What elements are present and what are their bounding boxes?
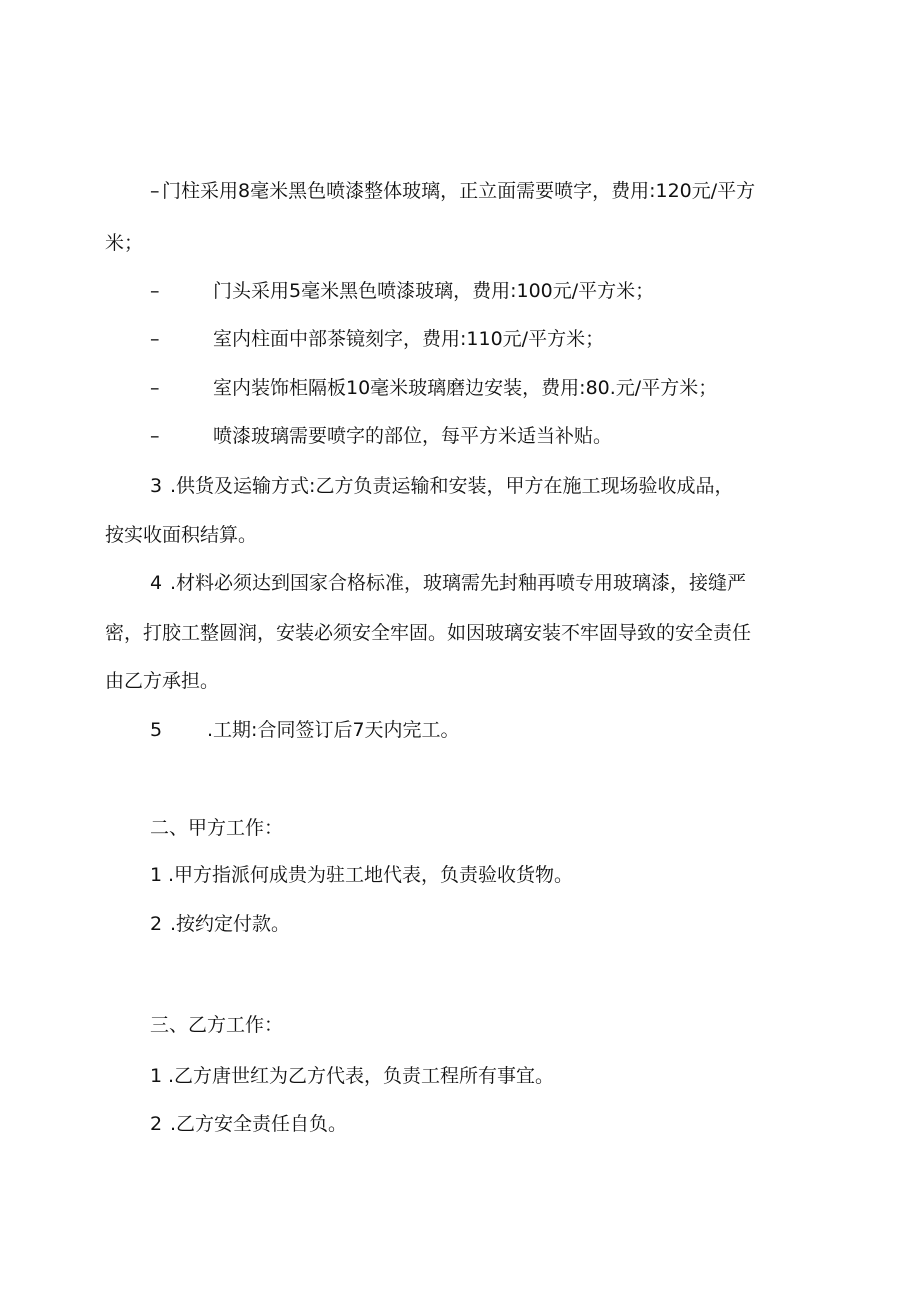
item-number: 1 — [150, 1065, 163, 1087]
paragraph-text: 米； — [105, 232, 144, 254]
paragraph-text: 门柱采用8毫米黑色喷漆整体玻璃，正立面需要喷字，费用:120元/平方 — [162, 180, 756, 202]
paragraph-text: .工期:合同签订后7天内完工。 — [207, 719, 460, 741]
item-number: 2 — [150, 913, 163, 935]
bullet-marker: – — [150, 180, 160, 202]
bullet-marker: – — [150, 280, 160, 302]
paragraph-text: .材料必须达到国家合格标准，玻璃需先封釉再喷专用玻璃漆，接缝严 — [170, 572, 747, 594]
bullet-marker: – — [150, 425, 160, 447]
item-number: 1 — [150, 864, 163, 886]
bullet-marker: – — [150, 377, 160, 399]
paragraph-text: 按实收面积结算。 — [105, 524, 258, 546]
item-number: 5 — [150, 719, 163, 741]
section-title: 三、乙方工作： — [150, 1014, 284, 1036]
paragraph-text: 喷漆玻璃需要喷字的部位，每平方米适当补贴。 — [213, 425, 613, 447]
item-number: 2 — [150, 1113, 163, 1135]
paragraph-text: .按约定付款。 — [170, 913, 291, 935]
paragraph-text: 室内柱面中部茶镜刻字，费用:110元/平方米； — [213, 328, 605, 350]
paragraph-text: 密，打胶工整圆润，安装必须安全牢固。如因玻璃安装不牢固导致的安全责任 — [105, 622, 752, 644]
paragraph-text: .甲方指派何成贵为驻工地代表，负责验收货物。 — [168, 864, 574, 886]
paragraph-text: 门头采用5毫米黑色喷漆玻璃，费用:100元/平方米； — [213, 280, 655, 302]
paragraph-text: .乙方安全责任自负。 — [170, 1113, 348, 1135]
paragraph-text: 由乙方承担。 — [105, 670, 220, 692]
paragraph-text: .乙方唐世红为乙方代表，负责工程所有事宜。 — [168, 1065, 555, 1087]
paragraph-text: .供货及运输方式:乙方负责运输和安装，甲方在施工现场验收成品， — [170, 475, 734, 497]
item-number: 4 — [150, 572, 163, 594]
paragraph-text: 室内装饰柜隔板10毫米玻璃磨边安装，费用:80.元/平方米； — [213, 377, 718, 399]
bullet-marker: – — [150, 328, 160, 350]
section-title: 二、甲方工作： — [150, 817, 284, 839]
item-number: 3 — [150, 475, 163, 497]
